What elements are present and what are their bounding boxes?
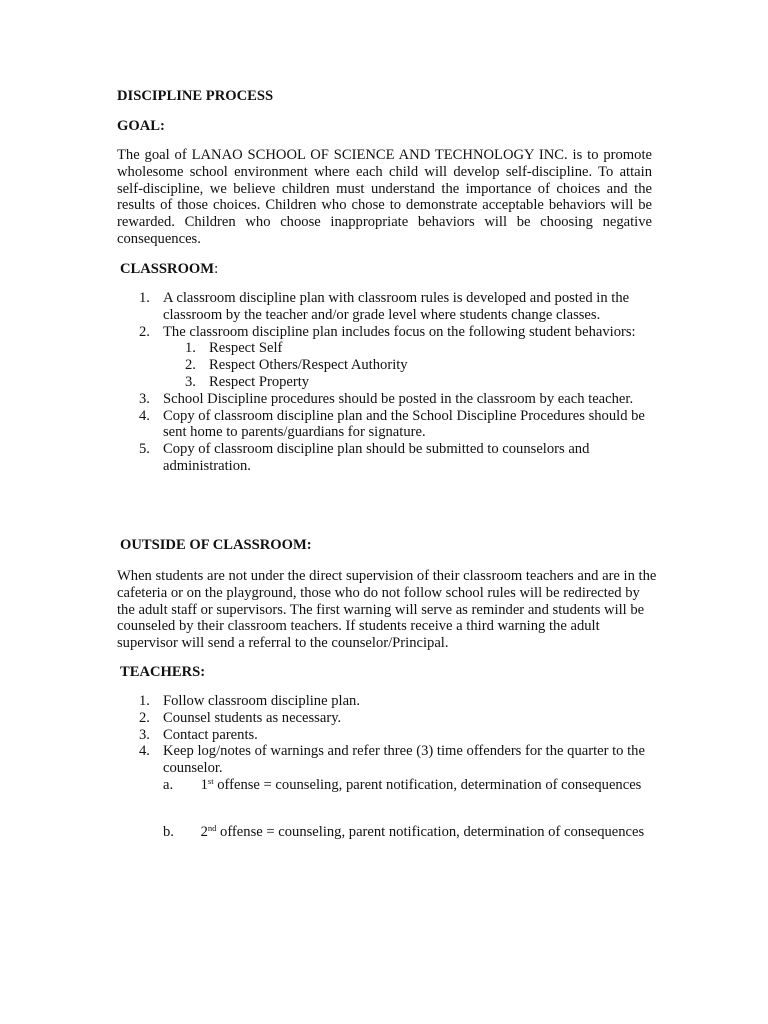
classroom-list bbox=[117, 290, 652, 475]
page-title: DISCIPLINE PROCESS bbox=[117, 88, 274, 104]
list-item: 3. School Discipline procedures should be posted in the classroom by each teacher. bbox=[139, 390, 634, 407]
list-item: 1. Follow classroom discipline plan. bbox=[139, 693, 360, 709]
teachers-list bbox=[117, 693, 657, 777]
classroom-heading: CLASSROOM: bbox=[120, 261, 219, 277]
offense-item: b. 2nd offense = counseling, parent notification, determination of consequences bbox=[163, 823, 645, 840]
list-item: 2. Counsel students as necessary. bbox=[139, 709, 342, 726]
outside-heading: OUTSIDE OF CLASSROOM: bbox=[120, 537, 312, 553]
list-item: 3. Respect Property bbox=[185, 373, 310, 390]
list-item: 3. Contact parents. bbox=[139, 726, 258, 743]
list-item: 1. A classroom discipline plan with classroom rules is developed and posted in the classroom by the teacher and/or grade level where students change classes. bbox=[139, 290, 630, 323]
behaviors-list bbox=[163, 340, 652, 390]
list-item: 4. Keep log/notes of warnings and refer three (3) time offenders for the quarter to the counselor. bbox=[139, 743, 645, 777]
offense-item: a. 1st offense = counseling, parent notification, determination of consequences bbox=[163, 776, 642, 793]
list-item: 2. The classroom discipline plan includes focus on the following student behaviors: 1. Respect Self 2. Respect Others/Respect Authority 3. Respect Property bbox=[117, 324, 652, 391]
list-item: 2. Respect Others/Respect Authority bbox=[185, 357, 408, 374]
goal-heading: GOAL: bbox=[117, 118, 165, 134]
outside-paragraph: When students are not under the direct supervision of their classroom teachers and are in the cafeteria or on the playground, those who do not follow school rules will be redirected by the adult staff or supervisors. The first warning will serve as reminder and students will be counseled by their classroom teachers. If students receive a third warning the adult supervisor will send a referral to the counselor/Principal. bbox=[117, 568, 657, 652]
list-item: 5. Copy of classroom discipline plan should be submitted to counselors and administration. bbox=[139, 441, 590, 474]
goal-paragraph: The goal of LANAO SCHOOL OF SCIENCE AND TECHNOLOGY INC. is to promote wholesome school environment where each child will develop self-discipline. To attain self-discipline, we believe children must understand the importance of choices and the results of those choices. Children who chose to demonstrate acceptable behaviors will be rewarded. Children who choose inappropriate behaviors will be choosing negative consequences. bbox=[117, 147, 652, 247]
list-item: 1. Respect Self bbox=[185, 340, 283, 357]
teachers-heading: TEACHERS: bbox=[120, 664, 206, 680]
list-item: 4. Copy of classroom discipline plan and the School Discipline Procedures should be sent home to parents/guardians for signature. bbox=[139, 407, 645, 441]
